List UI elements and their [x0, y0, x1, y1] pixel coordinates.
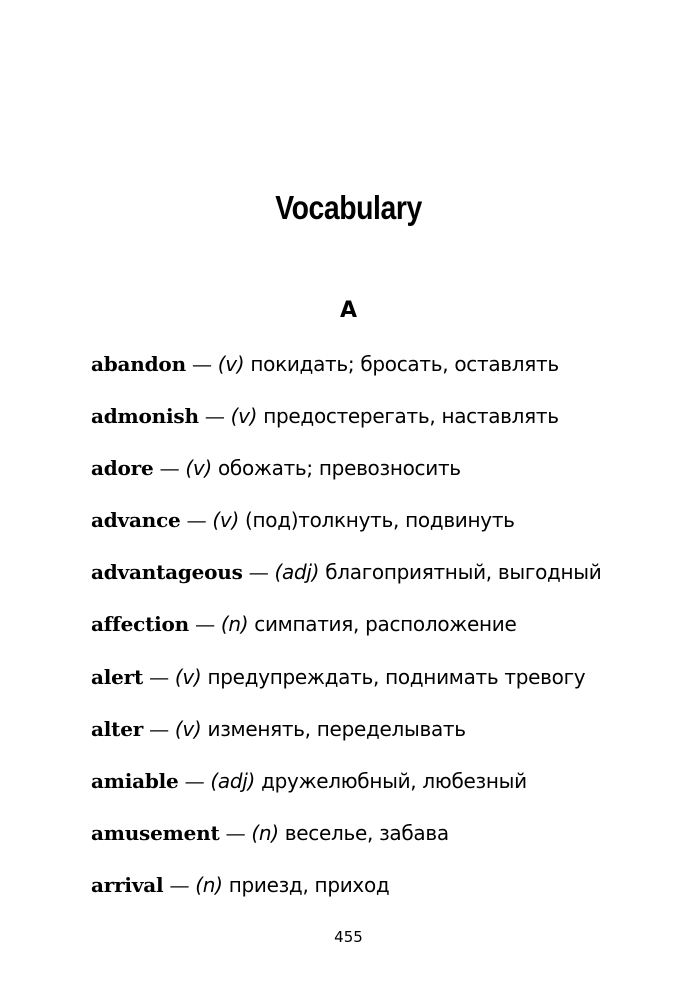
entry-dash: —	[149, 664, 169, 689]
entry-part-of-speech: (v)	[174, 664, 202, 689]
vocabulary-entry	[91, 815, 681, 867]
entry-part-of-speech: (v)	[212, 508, 239, 533]
vocabulary-list	[91, 346, 681, 919]
entry-word: amiable	[91, 768, 179, 793]
entry-dash: —	[191, 352, 212, 376]
vocabulary-entry	[91, 346, 681, 398]
entry-dash: —	[159, 456, 180, 481]
vocabulary-entry	[91, 867, 681, 919]
entry-dash: —	[195, 612, 215, 637]
entry-part-of-speech: (n)	[251, 820, 279, 845]
entry-part-of-speech: (n)	[195, 872, 223, 897]
entry-part-of-speech: (v)	[174, 716, 202, 741]
page-number: 455	[334, 928, 363, 946]
entry-part-of-speech: (v)	[230, 404, 258, 429]
entry-word: affection	[91, 612, 189, 637]
vocabulary-entry	[91, 450, 681, 502]
entry-translation: предостерегать, наставлять	[263, 404, 559, 429]
entry-part-of-speech: (v)	[217, 352, 245, 376]
entry-dash: —	[169, 872, 190, 897]
vocabulary-entry	[91, 659, 681, 711]
entry-translation: покидать; бросать, оставлять	[250, 352, 559, 376]
section-letter: A	[339, 298, 358, 323]
entry-translation: приезд, приход	[228, 872, 390, 897]
entry-translation: предупреждать, поднимать тревогу	[207, 664, 586, 689]
entry-part-of-speech: (adj)	[210, 768, 256, 793]
entry-dash: —	[204, 404, 225, 429]
entry-translation: (под)толкнуть, подвинуть	[245, 508, 515, 533]
vocabulary-entry	[91, 554, 681, 606]
entry-dash: —	[186, 508, 207, 533]
entry-word: amusement	[91, 820, 220, 845]
entry-part-of-speech: (v)	[185, 456, 212, 481]
entry-word: advance	[91, 508, 181, 533]
vocabulary-entry	[91, 763, 681, 815]
entry-translation: симпатия, расположение	[254, 612, 517, 637]
entry-translation: благоприятный, выгодный	[325, 560, 602, 585]
entry-dash: —	[225, 820, 246, 845]
entry-word: advantageous	[91, 560, 243, 585]
entry-translation: обожать; превозносить	[217, 456, 461, 481]
entry-translation: дружелюбный, любезный	[261, 768, 527, 793]
entry-word: admonish	[91, 404, 199, 429]
entry-word: adore	[91, 456, 154, 481]
entry-dash: —	[149, 716, 169, 741]
entry-dash: —	[248, 560, 269, 585]
vocabulary-entry	[91, 606, 681, 658]
vocabulary-entry	[91, 502, 681, 554]
entry-translation: веселье, забава	[284, 820, 449, 845]
vocabulary-entry	[91, 398, 681, 450]
entry-translation: изменять, переделывать	[207, 716, 466, 741]
entry-word: alter	[91, 716, 144, 741]
entry-word: arrival	[91, 872, 164, 897]
vocabulary-entry	[91, 711, 681, 763]
entry-word: alert	[91, 664, 144, 689]
entry-dash: —	[184, 768, 205, 793]
entry-part-of-speech: (n)	[220, 612, 249, 637]
entry-part-of-speech: (adj)	[274, 560, 320, 585]
page-title: Vocabulary	[275, 189, 422, 226]
entry-word: abandon	[91, 352, 186, 376]
